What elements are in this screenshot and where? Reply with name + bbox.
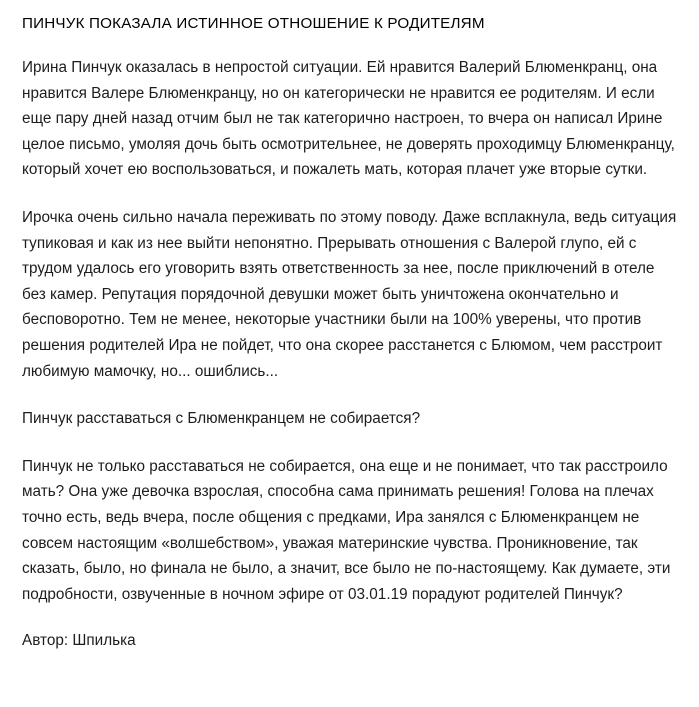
article-author: Автор: Шпилька	[22, 632, 136, 650]
article-body	[22, 55, 677, 653]
page-title: ПИНЧУК ПОКАЗАЛА ИСТИННОЕ ОТНОШЕНИЕ К РОДИТЕЛЯМ	[22, 15, 485, 32]
article-paragraph-1: Ирина Пинчук оказалась в непростой ситуации. Ей нравится Валерий Блюменкранц, она нравится Валере Блюменкранцу, но он категорически не нравится ее родителям. И если еще пару дней назад отчим был не так категорично настроен, то вчера он написал Ирине целое письмо, умоляя дочь быть осмотрительнее, не доверять проходимцу Блюменкранцу, который хочет ею воспользоваться, и пожалеть мать, которая плачет уже вторые сутки.	[22, 59, 675, 179]
article-paragraph-2: Ирочка очень сильно начала переживать по этому поводу. Даже всплакнула, ведь ситуация тупиковая и как из нее выйти непонятно. Прерывать отношения с Валерой глупо, ей с трудом удалось его уговорить взять ответственность за нее, после приключений в отеле без камер. Репутация порядочной девушки может быть уничтожена окончательно и бесповоротно. Тем не менее, некоторые участники были на 100% уверены, что против решения родителей Ира не пойдет, что она скорее расстанется с Блюмом, чем расстроит любимую мамочку, но... ошиблись...	[22, 208, 677, 380]
article-paragraph-3: Пинчук не только расставаться не собирается, она еще и не понимает, что так расстроило мать? Она уже девочка взрослая, способна сама принимать решения! Голова на плечах точно есть, ведь вчера, после общения с предками, Ира занялся с Блюменкранцем не совсем настоящим «волшебством», уважая материнские чувства. Проникновение, так сказать, было, но финала не было, а значит, все было не по-настоящему. Как думаете, эти подробности, озвученные в ночном эфире от 03.01.19 порадуют родителей Пинчук?	[22, 457, 671, 603]
article-question: Пинчук расставаться с Блюменкранцем не собирается?	[22, 410, 421, 428]
